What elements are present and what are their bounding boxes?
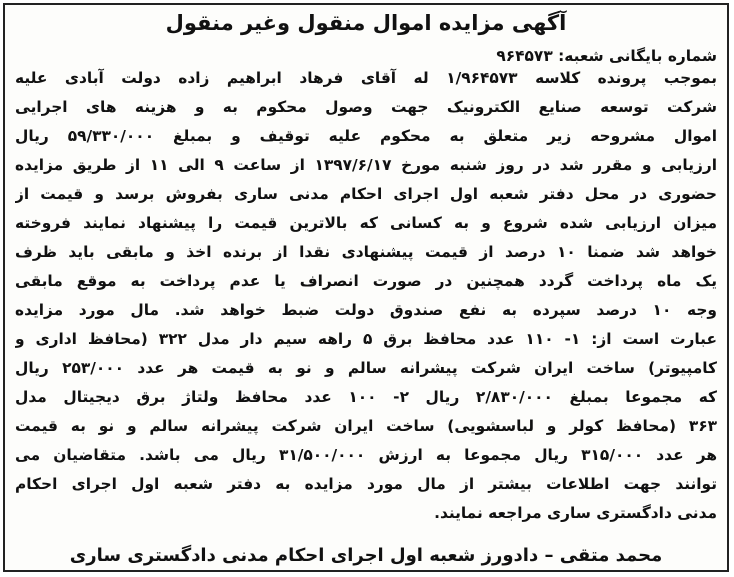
body-line-15: توانند جهت اطلاعات بیشتر از مال مورد مزایده به دفتر شعبه اول اجرای احکام — [15, 475, 717, 493]
body-line-4: ارزیابی و مقرر شد در روز شنبه مورخ ۱۳۹۷/۶/۱۷ از ساعت ۹ الی ۱۱ از طریق مزایده — [15, 156, 717, 174]
archive-number: شماره بایگانی شعبه: ۹۶۴۵۷۳ — [496, 47, 717, 65]
body-line-14: هر عدد ۳۱۵/۰۰۰ ریال مجموعا به ارزش ۳۱/۵۰۰/۰۰۰ ریال می باشد. متقاضیان می — [15, 446, 717, 464]
body-line-7: خواهد شد ضمنا ۱۰ درصد از قیمت پیشنهادی نقدا از برنده اخذ و مابقی باید ظرف — [15, 243, 717, 261]
body-line-13: ۳۶۳ (محافظ کولر و لباسشویی) ساخت ایران شرکت پیشرانه سالم و نو به قیمت — [15, 417, 717, 435]
body-line-9: وجه ۱۰ درصد سپرده به نفع صندوق دولت ضبط خواهد شد. مال مورد مزایده — [15, 301, 717, 319]
body-line-8: یک ماه پرداخت گردد همچنین در صورت انصراف یا عدم پرداخت به موقع مابقی — [15, 272, 717, 290]
notice-title: آگهی مزایده اموال منقول وغیر منقول — [165, 11, 567, 35]
body-line-11: کامپیوتر) ساخت ایران شرکت پیشرانه سالم و نو به قیمت هر عدد ۲۵۳/۰۰۰ ریال — [15, 359, 717, 377]
body-line-16: مدنی دادگستری ساری مراجعه نمایند. — [434, 504, 717, 522]
signature: محمد متقی – دادورز شعبه اول اجرای احکام مدنی دادگستری ساری — [69, 545, 663, 566]
body-line-3: اموال مشروحه زیر متعلق به محکوم علیه توقیف و بمبلغ ۵۹/۳۳۰/۰۰۰ ریال — [15, 127, 717, 145]
auction-notice — [3, 3, 729, 572]
body-line-6: میزان ارزیابی شده شروع و به کسانی که بالاترین قیمت را پیشنهاد نمایند فروخته — [15, 214, 717, 232]
body-line-5: حضوری در محل دفتر شعبه اول اجرای احکام مدنی ساری بفروش برسد و قیمت از — [15, 185, 717, 203]
body-line-2: شرکت توسعه صنایع الکترونیک جهت وصول محکوم به و هزینه های اجرایی — [15, 98, 717, 116]
body-line-10: عبارت است از: ۱- ۱۱۰ عدد محافظ برق ۵ راهه سیم دار مدل ۳۲۲ (محافظ اداری و — [15, 330, 717, 348]
body-line-12: که مجموعا بمبلغ ۲/۸۳۰/۰۰۰ ریال ۲- ۱۰۰ عدد محافظ ولتاژ برق دیجیتال مدل — [15, 388, 717, 406]
body-line-1: بموجب پرونده کلاسه ۱/۹۶۴۵۷۳ له آقای فرهاد ابراهیم زاده دولت آبادی علیه — [15, 69, 717, 87]
